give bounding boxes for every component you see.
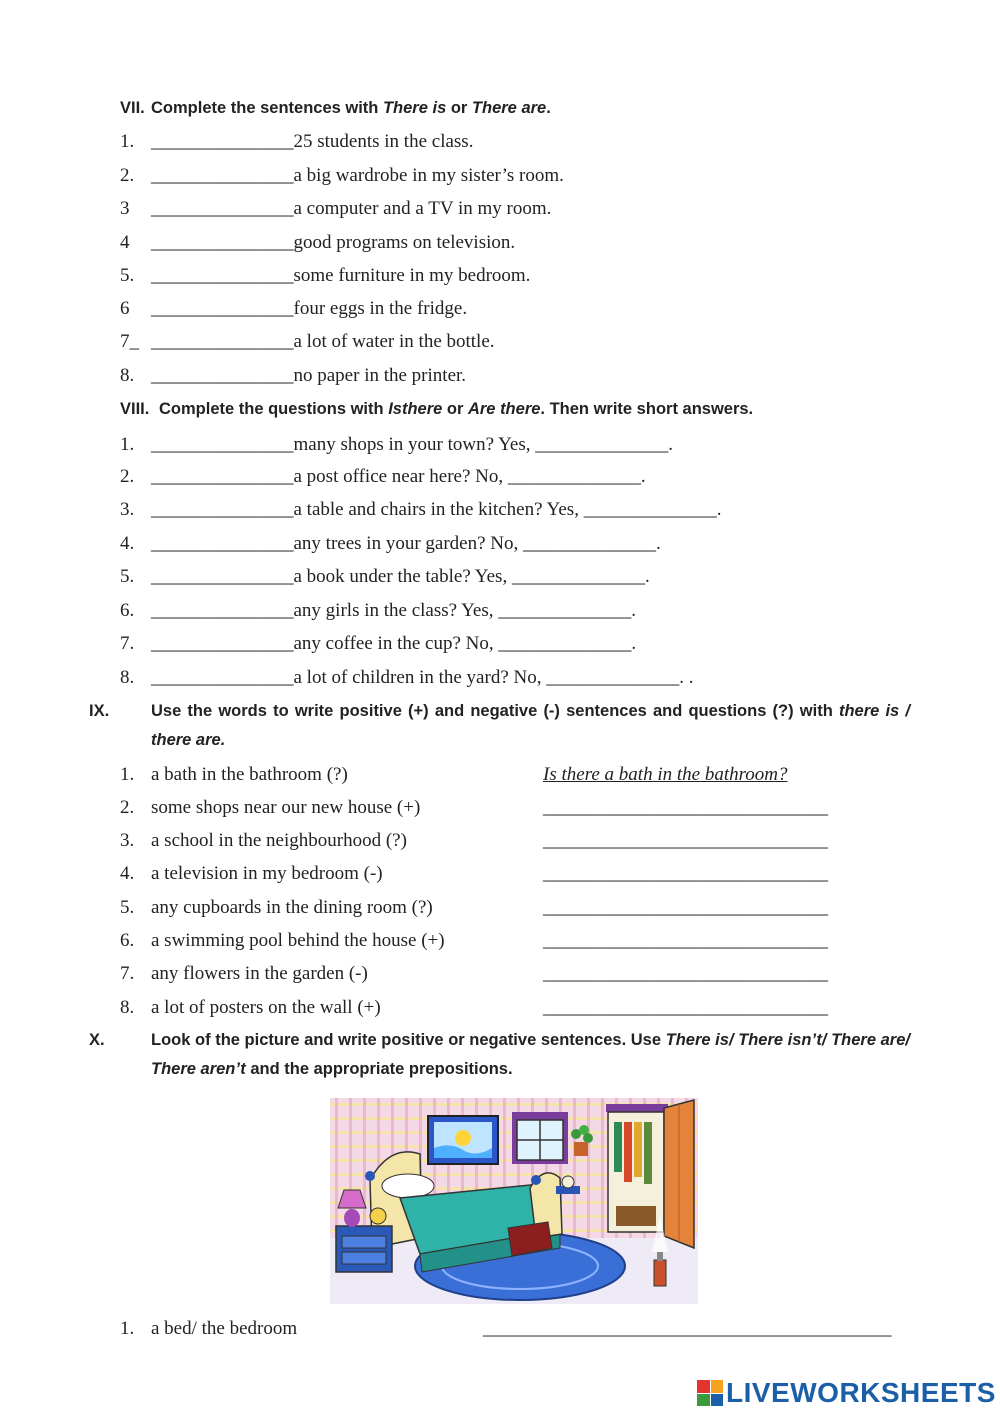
list-item: 5. _______________some furniture in my bedroom. xyxy=(120,265,531,286)
logo-square xyxy=(697,1394,710,1407)
list-item: 7. any flowers in the garden (-) xyxy=(120,963,368,984)
list-item: 3. _______________a table and chairs in the kitchen? Yes, ______________. xyxy=(120,499,722,520)
answer-blank[interactable]: _______________ xyxy=(151,365,294,386)
logo-square xyxy=(711,1394,724,1407)
list-item: 4. a television in my bedroom (-) xyxy=(120,863,383,884)
answer-blank[interactable]: _______________ xyxy=(151,131,294,152)
section-number: X. xyxy=(89,1031,105,1049)
answer-blank[interactable]: _______________ xyxy=(151,298,294,319)
answer-line[interactable]: ______________________________ xyxy=(543,897,828,918)
list-item: 8. _______________a lot of children in the yard? No, ______________. . xyxy=(120,667,694,688)
logo-square xyxy=(697,1380,710,1393)
list-item: 6. a swimming pool behind the house (+) xyxy=(120,930,445,951)
answer-blank[interactable]: _______________ xyxy=(151,566,294,587)
answer-line[interactable]: ______________________________ xyxy=(543,797,828,818)
answer-blank[interactable]: _______________ xyxy=(151,466,294,487)
list-item: 6. _______________any girls in the class? Yes, ______________. xyxy=(120,600,637,621)
section-10-heading: X. Look of the picture and write positive or negative sentences. Use There is/ There isn’t/ There are/ There aren’t and the appropriate prepositions. xyxy=(120,1026,910,1084)
list-item: 2. _______________a big wardrobe in my sister’s room. xyxy=(120,165,564,186)
logo-square xyxy=(711,1380,724,1393)
section-number: VIII. xyxy=(120,400,150,418)
list-item: 1. _______________many shops in your town? Yes, ______________. xyxy=(120,434,673,455)
wall-picture xyxy=(428,1116,498,1164)
list-item: 8. _______________no paper in the printer. xyxy=(120,365,467,386)
bedroom-illustration xyxy=(330,1098,698,1304)
answer-line[interactable]: ______________________________ xyxy=(543,963,828,984)
answer-line[interactable]: ___________________________________________ xyxy=(483,1318,892,1339)
list-item: 7_ _______________a lot of water in the bottle. xyxy=(120,331,495,352)
list-item: 4. _______________any trees in your garden? No, ______________. xyxy=(120,533,661,554)
answer-blank[interactable]: _______________ xyxy=(151,331,294,352)
list-item: 3. a school in the neighbourhood (?) xyxy=(120,830,407,851)
answer-blank[interactable]: _______________ xyxy=(151,499,294,520)
wardrobe xyxy=(606,1100,694,1248)
list-item: 4 _______________good programs on television. xyxy=(120,232,516,253)
answer-blank[interactable]: _______________ xyxy=(151,198,294,219)
answer-line[interactable]: ______________________________ xyxy=(543,830,828,851)
list-item: 1. _______________25 students in the class. xyxy=(120,131,474,152)
list-item: 5. any cupboards in the dining room (?) xyxy=(120,897,433,918)
logo-text: LIVEWORKSHEETS xyxy=(726,1377,996,1408)
window xyxy=(512,1112,568,1164)
section-9-heading: IX. Use the words to write positive (+) and negative (-) sentences and questions (?) with there is / there are. xyxy=(120,697,910,755)
section-number: VII. xyxy=(120,99,145,117)
answer-blank[interactable]: _______________ xyxy=(151,265,294,286)
answer-blank[interactable]: _______________ xyxy=(151,232,294,253)
answer-line[interactable]: ______________________________ xyxy=(543,930,828,951)
list-item: 1. a bath in the bathroom (?) xyxy=(120,764,348,785)
answer-blank[interactable]: _______________ xyxy=(151,667,294,688)
list-item: 7. _______________any coffee in the cup? No, ______________. xyxy=(120,633,637,654)
section-number: IX. xyxy=(89,702,110,720)
answer-line[interactable]: ______________________________ xyxy=(543,997,828,1018)
logo-mark-icon xyxy=(697,1380,723,1406)
answer-blank[interactable]: _______________ xyxy=(151,533,294,554)
list-item: 2. _______________a post office near here? No, ______________. xyxy=(120,466,646,487)
example-answer: Is there a bath in the bathroom? xyxy=(543,764,788,785)
list-item: 5. _______________a book under the table? Yes, ______________. xyxy=(120,566,650,587)
answer-blank[interactable]: _______________ xyxy=(151,434,294,455)
list-item: 6 _______________four eggs in the fridge. xyxy=(120,298,468,319)
list-item: 1. a bed/ the bedroom xyxy=(120,1318,298,1339)
list-item: 3 _______________a computer and a TV in my room. xyxy=(120,198,552,219)
list-item: 8. a lot of posters on the wall (+) xyxy=(120,997,381,1018)
answer-line[interactable]: ______________________________ xyxy=(543,863,828,884)
section-8-heading: VIII. Complete the questions with Isthere or Are there. Then write short answers. xyxy=(120,395,910,424)
section-7-heading: VII. Complete the sentences with There is or There are. xyxy=(120,94,910,123)
list-item: 2. some shops near our new house (+) xyxy=(120,797,421,818)
liveworksheets-logo xyxy=(697,1378,996,1408)
answer-blank[interactable]: _______________ xyxy=(151,600,294,621)
answer-blank[interactable]: _______________ xyxy=(151,633,294,654)
answer-blank[interactable]: _______________ xyxy=(151,165,294,186)
